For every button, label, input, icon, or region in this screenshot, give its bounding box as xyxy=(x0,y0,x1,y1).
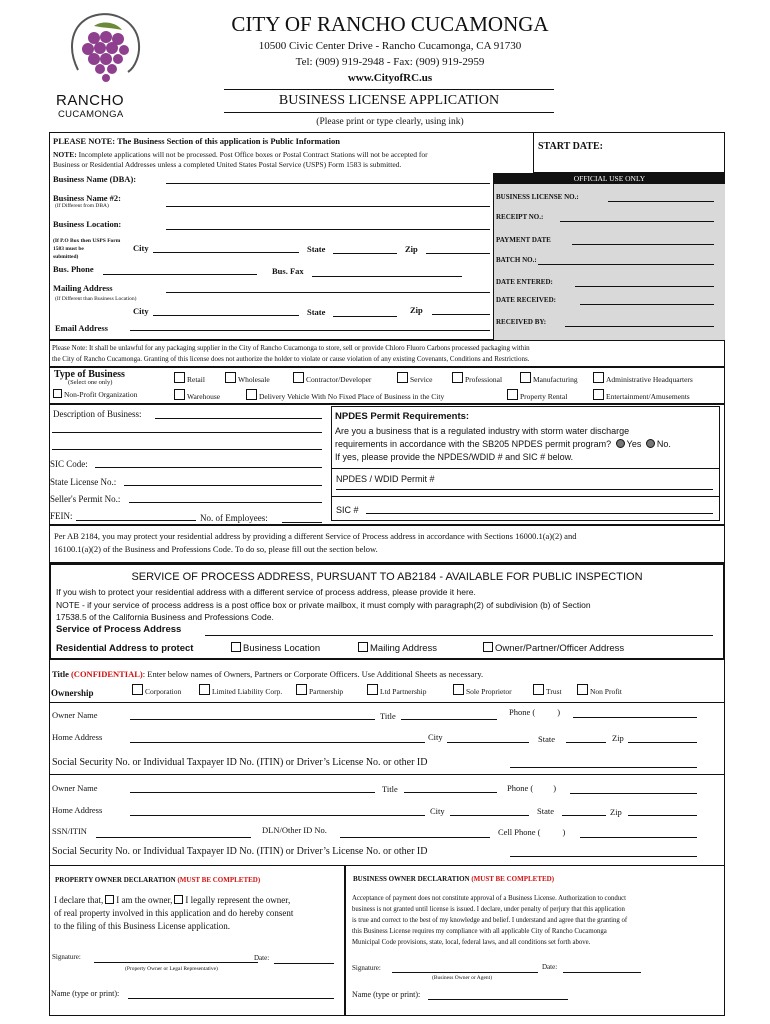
property-signature-label: Signature: xyxy=(52,953,81,961)
form-title: BUSINESS LICENSE APPLICATION xyxy=(278,93,500,108)
city-logo xyxy=(58,10,150,90)
personal-info-heading: Title (CONFIDENTIAL): Enter below names of Owners, Partners or Corporate Officers. Use Additional Sheets as necessary. xyxy=(52,669,484,679)
warehouse-checkbox[interactable] xyxy=(174,389,185,400)
ownership-trust[interactable]: Trust xyxy=(533,684,562,696)
official-field-input[interactable] xyxy=(575,279,714,287)
business-name-dba-label: Business Name (DBA): xyxy=(53,174,137,184)
official-field-label: RECEIVED BY: xyxy=(496,318,547,326)
residential-protect-label: Residential Address to protect xyxy=(56,643,194,654)
owner2-home-field[interactable] xyxy=(130,804,425,816)
business-signature-note: (Business Owner or Agent) xyxy=(432,975,493,981)
owner2-cell-label: Cell Phone ( ) xyxy=(498,827,566,837)
professional-checkbox[interactable] xyxy=(452,372,463,383)
email-field[interactable] xyxy=(130,320,490,331)
mailing-address-label: Mailing Address xyxy=(53,283,113,293)
ownership-llc[interactable]: Limited Liability Corp. xyxy=(199,684,282,696)
ab2184-text: Per AB 2184, you may protect your residential address by providing a different Service of Process address in accordance with Sections 16000.1(a)(2) and 16100.1(a)(2) of the Business and Professions Code. To do so, please fill out the section below. xyxy=(54,531,577,554)
corporation-checkbox[interactable] xyxy=(132,684,143,695)
title-rule-top xyxy=(224,89,554,90)
fein-label: FEIN: xyxy=(50,511,73,521)
location-city-field[interactable] xyxy=(153,243,299,253)
bus-phone-label: Bus. Phone xyxy=(53,264,94,274)
retail-option[interactable]: Retail xyxy=(174,372,205,384)
owner1-name-field[interactable] xyxy=(130,708,375,720)
owner1-title-label: Title xyxy=(380,711,396,721)
logo-text-rancho: RANCHO xyxy=(56,92,125,109)
owner1-state-field[interactable] xyxy=(566,731,606,743)
property-rental-option[interactable]: Property Rental xyxy=(507,389,567,401)
description-field-3[interactable] xyxy=(52,439,322,450)
sellers-permit-label: Seller's Permit No.: xyxy=(50,494,121,504)
official-field-input[interactable] xyxy=(560,214,714,222)
location-zip-field[interactable] xyxy=(426,244,490,254)
property-signature-note: (Property Owner or Legal Representative) xyxy=(125,966,218,972)
public-info-note: PLEASE NOTE: The Business Section of this application is Public Information xyxy=(53,136,341,146)
ownership-non-profit[interactable]: Non Profit xyxy=(577,684,622,696)
sop-owner-address-checkbox[interactable] xyxy=(483,642,493,652)
owner2-dln-field[interactable] xyxy=(340,826,490,838)
npdes-permit-label: NPDES / WDID Permit # xyxy=(336,474,435,484)
ownership-ltd-partnership[interactable]: Ltd Partnership xyxy=(367,684,426,696)
official-field-label: RECEIPT NO.: xyxy=(496,213,544,221)
owner-divider xyxy=(49,774,725,775)
city-name: CITY OF RANCHO CUCAMONGA xyxy=(231,12,549,36)
ownership-corporation[interactable]: Corporation xyxy=(132,684,181,696)
owner1-city-field[interactable] xyxy=(447,731,529,743)
state-license-label: State License No.: xyxy=(50,477,117,487)
mailing-zip-label: Zip xyxy=(410,305,423,315)
business-name-2-field[interactable] xyxy=(166,195,490,207)
official-field-input[interactable] xyxy=(580,297,714,305)
type-of-business-title: Type of Business xyxy=(54,369,125,380)
trust-checkbox[interactable] xyxy=(533,684,544,695)
business-date-field[interactable] xyxy=(563,963,641,973)
official-field-input[interactable] xyxy=(538,257,714,265)
owner2-cell-field[interactable] xyxy=(580,826,697,838)
mailing-zip-field[interactable] xyxy=(432,305,490,315)
select-one-note: (Select one only) xyxy=(68,379,113,386)
sop-title: SERVICE OF PROCESS ADDRESS, PURSUANT TO AB2184 - AVAILABLE FOR PUBLIC INSPECTION xyxy=(131,571,643,583)
business-name-label: Name (type or print): xyxy=(352,990,421,999)
business-location-label: Business Location: xyxy=(53,219,122,229)
mailing-city-field[interactable] xyxy=(153,306,299,316)
state-license-field[interactable] xyxy=(124,475,322,486)
title-rule-bottom xyxy=(224,112,554,113)
owner1-city-label: City xyxy=(428,732,443,742)
service-option[interactable]: Service xyxy=(397,372,433,384)
owner1-phone-label: Phone ( ) xyxy=(509,707,561,717)
bus-fax-label: Bus. Fax xyxy=(272,266,304,276)
if-different-location: (If Different than Business Location) xyxy=(55,296,137,302)
sole-proprietor-checkbox[interactable] xyxy=(453,684,464,695)
entertainment-option[interactable]: Entertainment/Amusements xyxy=(593,389,690,401)
official-use-title: OFFICIAL USE ONLY xyxy=(494,173,725,184)
wholesale-option[interactable]: Wholesale xyxy=(225,372,270,384)
owner2-ssn-label: Social Security No. or Individual Taxpayer ID No. (ITIN) or Driver’s License No. or other ID xyxy=(52,846,428,857)
official-field-input[interactable] xyxy=(565,319,714,327)
property-signature-field[interactable] xyxy=(94,953,258,963)
ownership-divider xyxy=(49,702,725,703)
official-field-label: DATE RECEIVED: xyxy=(496,296,556,304)
sop-owner-address-option[interactable]: Owner/Partner/Officer Address xyxy=(483,642,624,654)
owner2-city-field[interactable] xyxy=(450,804,529,816)
fein-field[interactable] xyxy=(76,510,196,521)
employees-field[interactable] xyxy=(282,512,322,523)
business-location-field[interactable] xyxy=(166,218,490,230)
npdes-title: NPDES Permit Requirements: xyxy=(335,411,470,422)
npdes-divider-2 xyxy=(331,496,720,497)
owner1-home-label: Home Address xyxy=(52,732,103,742)
property-date-label: Date: xyxy=(254,954,270,962)
owner2-zip-field[interactable] xyxy=(628,804,697,816)
owner2-city-label: City xyxy=(430,806,445,816)
partnership-checkbox[interactable] xyxy=(296,684,307,695)
retail-checkbox[interactable] xyxy=(174,372,185,383)
logo-text-cucamonga: CUCAMONGA xyxy=(58,109,124,120)
delivery-vehicle-checkbox[interactable] xyxy=(246,389,257,400)
owner2-title-field[interactable] xyxy=(404,781,497,793)
business-decl-title: BUSINESS OWNER DECLARATION (MUST BE COMPLETED) xyxy=(353,875,555,883)
owner1-ssn-label: Social Security No. or Individual Taxpayer ID No. (ITIN) or Driver’s License No. or other ID xyxy=(52,757,428,768)
service-checkbox[interactable] xyxy=(397,372,408,383)
city-address: 10500 Civic Center Drive - Rancho Cucamonga, CA 91730 xyxy=(258,40,522,52)
legally-represent-checkbox[interactable] xyxy=(174,895,183,904)
form-instruction: (Please print or type clearly, using ink) xyxy=(316,117,464,127)
admin-hq-option[interactable]: Administrative Headquarters xyxy=(593,372,693,384)
ownership-partnership[interactable]: Partnership xyxy=(296,684,343,696)
sop-mailing-address-option[interactable]: Mailing Address xyxy=(358,642,437,654)
owner1-state-label: State xyxy=(538,734,555,744)
owner2-title-label: Title xyxy=(382,784,398,794)
owner2-phone-field[interactable] xyxy=(570,782,697,794)
owner2-state-field[interactable] xyxy=(562,804,606,816)
owner2-ssn-itin-field[interactable] xyxy=(96,826,251,838)
ownership-sole-proprietor[interactable]: Sole Proprietor xyxy=(453,684,512,696)
sic-code-field[interactable] xyxy=(95,457,322,468)
entertainment-checkbox[interactable] xyxy=(593,389,604,400)
contractor-checkbox[interactable] xyxy=(293,372,304,383)
owner1-zip-label: Zip xyxy=(612,733,624,743)
property-date-field[interactable] xyxy=(274,954,334,964)
owner1-zip-field[interactable] xyxy=(628,731,697,743)
official-field-label: BUSINESS LICENSE NO.: xyxy=(496,193,579,201)
sic-code-label: SIC Code: xyxy=(50,459,88,469)
description-field-1[interactable] xyxy=(155,408,322,419)
owner2-phone-label: Phone ( ) xyxy=(507,783,557,793)
owner2-home-label: Home Address xyxy=(52,805,103,815)
i-am-owner-checkbox[interactable] xyxy=(105,895,114,904)
property-name-label: Name (type or print): xyxy=(51,989,120,998)
business-name-dba-field[interactable] xyxy=(166,172,490,184)
bus-fax-field[interactable] xyxy=(312,266,462,277)
usps-form-note: (If P.O Box then USPS Form 1583 must be submitted) xyxy=(53,238,121,260)
business-signature-label: Signature: xyxy=(352,964,381,972)
owner1-home-field[interactable] xyxy=(130,731,425,743)
property-decl-text: I declare that, I am the owner, I legally represent the owner, of real property involved in this application and do hereby consent to the filing of this Business License application. xyxy=(54,895,294,931)
npdes-permit-field[interactable] xyxy=(336,481,713,490)
non-profit-checkbox[interactable] xyxy=(577,684,588,695)
wholesale-checkbox[interactable] xyxy=(225,372,236,383)
owner1-title-field[interactable] xyxy=(401,708,497,720)
business-name-2-label: Business Name #2: xyxy=(53,193,122,203)
npdes-question: Are you a business that is a regulated industry with storm water discharge requirements in accordance with the SB205 NPDES permit program? Yes No. If yes, please provide the NPDES/WDID # and SIC # below. xyxy=(335,426,671,462)
sop-mailing-address-checkbox[interactable] xyxy=(358,642,368,652)
location-zip-label: Zip xyxy=(405,244,418,254)
npdes-sic-field[interactable] xyxy=(366,505,713,514)
ltd-partnership-checkbox[interactable] xyxy=(367,684,378,695)
official-field-input[interactable] xyxy=(608,194,714,202)
mailing-state-field[interactable] xyxy=(333,307,397,317)
owner2-state-label: State xyxy=(537,806,554,816)
delivery-vehicle-option[interactable]: Delivery Vehicle With No Fixed Place of Business in the City xyxy=(246,389,444,401)
email-label: Email Address xyxy=(55,323,108,333)
ownership-label: Ownership xyxy=(51,688,94,698)
manufacturing-option[interactable]: Manufacturing xyxy=(520,372,578,384)
description-field-2[interactable] xyxy=(52,422,322,433)
sop-notes: If you wish to protect your residential address with a different service of process address, please provide it here. NOTE - if your service of process address is a post office box or private mailbox, it must comply with paragraph(2) of subdivision (b) of Section 17538.5 of the California Business and Professions Code. xyxy=(56,587,591,622)
admin-hq-checkbox[interactable] xyxy=(593,372,604,383)
mailing-address-field[interactable] xyxy=(166,282,490,293)
incomplete-note: NOTE: Incomplete applications will not be processed. Post Office boxes or Postal Contract Stations will not be accepted for Business or Residential Addresses unless a completed United States Postal Service (USPS) Form 1583 is submitted. xyxy=(53,150,428,169)
property-name-field[interactable] xyxy=(128,989,334,999)
sop-address-label: Service of Process Address xyxy=(56,624,182,635)
manufacturing-checkbox[interactable] xyxy=(520,372,531,383)
business-date-label: Date: xyxy=(542,963,558,971)
start-date-box[interactable]: START DATE: xyxy=(533,133,725,173)
owner2-ssn-field[interactable] xyxy=(510,845,697,857)
professional-option[interactable]: Professional xyxy=(452,372,502,384)
if-different-dba: (If Different from DBA) xyxy=(55,203,109,209)
nonprofit-checkbox[interactable] xyxy=(53,389,62,398)
sop-business-location-option[interactable]: Business Location xyxy=(231,642,320,654)
official-field-label: PAYMENT DATE xyxy=(496,236,551,244)
owner2-dln-label: DLN/Other ID No. xyxy=(262,825,327,835)
owner1-phone-field[interactable] xyxy=(573,706,697,718)
city-website: www.CityofRC.us xyxy=(347,72,433,84)
location-state-label: State xyxy=(307,244,326,254)
location-state-field[interactable] xyxy=(333,244,397,254)
city-phone: Tel: (909) 919-2948 - Fax: (909) 919-2959 xyxy=(295,56,485,68)
cfc-notice: Please Note: It shall be unlawful for any packaging supplier in the City of Rancho Cucamonga to store, sell or provide Chloro Fluoro Carbons processed packaging within the City of Rancho Cucamonga. Granting of this license does not authorize the holder to violate or cause violation of any existing Covenants, Conditions and Restrictions. xyxy=(52,344,530,363)
npdes-no-radio[interactable] xyxy=(646,439,655,448)
owner2-zip-label: Zip xyxy=(610,807,622,817)
owner1-ssn-field[interactable] xyxy=(510,756,697,768)
mailing-state-label: State xyxy=(307,307,326,317)
business-decl-text: Acceptance of payment does not constitute approval of a Business License. Authorization to conduct business is not granted until license is issued. I declare, under penalty of perjury that this application is true and correct to the best of my knowledge and belief. I understand and agree that the granting of this Business License requires my compliance with all applicable City of Rancho Cucamonga Municipal Code provisions, state, local, federal laws, and all conditions set forth above. xyxy=(352,895,628,946)
npdes-divider-1 xyxy=(331,468,720,469)
owner2-ssn-itin-label: SSN/ITIN xyxy=(52,826,87,836)
owner2-name-label: Owner Name xyxy=(52,783,98,793)
npdes-sic-label: SIC # xyxy=(336,505,359,515)
npdes-yes-radio[interactable] xyxy=(616,439,625,448)
description-label: Description of Business: xyxy=(53,409,142,419)
employees-label: No. of Employees: xyxy=(200,513,268,523)
owner1-name-label: Owner Name xyxy=(52,710,98,720)
llc-checkbox[interactable] xyxy=(199,684,210,695)
official-field-label: DATE ENTERED: xyxy=(496,278,553,286)
official-field-input[interactable] xyxy=(572,237,714,245)
nonprofit-option[interactable]: Non-Profit Organization xyxy=(53,389,137,399)
sellers-permit-field[interactable] xyxy=(129,492,322,503)
sop-address-field[interactable] xyxy=(205,624,713,636)
bus-phone-field[interactable] xyxy=(103,264,257,275)
contractor-option[interactable]: Contractor/Developer xyxy=(293,372,371,384)
location-city-label: City xyxy=(133,243,149,253)
business-name-field[interactable] xyxy=(428,990,568,1000)
mailing-city-label: City xyxy=(133,306,149,316)
sop-business-location-checkbox[interactable] xyxy=(231,642,241,652)
property-decl-title: PROPERTY OWNER DECLARATION (MUST BE COMPLETED) xyxy=(55,876,261,884)
business-signature-field[interactable] xyxy=(392,963,538,973)
property-rental-checkbox[interactable] xyxy=(507,389,518,400)
official-field-label: BATCH NO.: xyxy=(496,256,537,264)
warehouse-option[interactable]: Warehouse xyxy=(174,389,220,401)
owner2-name-field[interactable] xyxy=(130,781,375,793)
